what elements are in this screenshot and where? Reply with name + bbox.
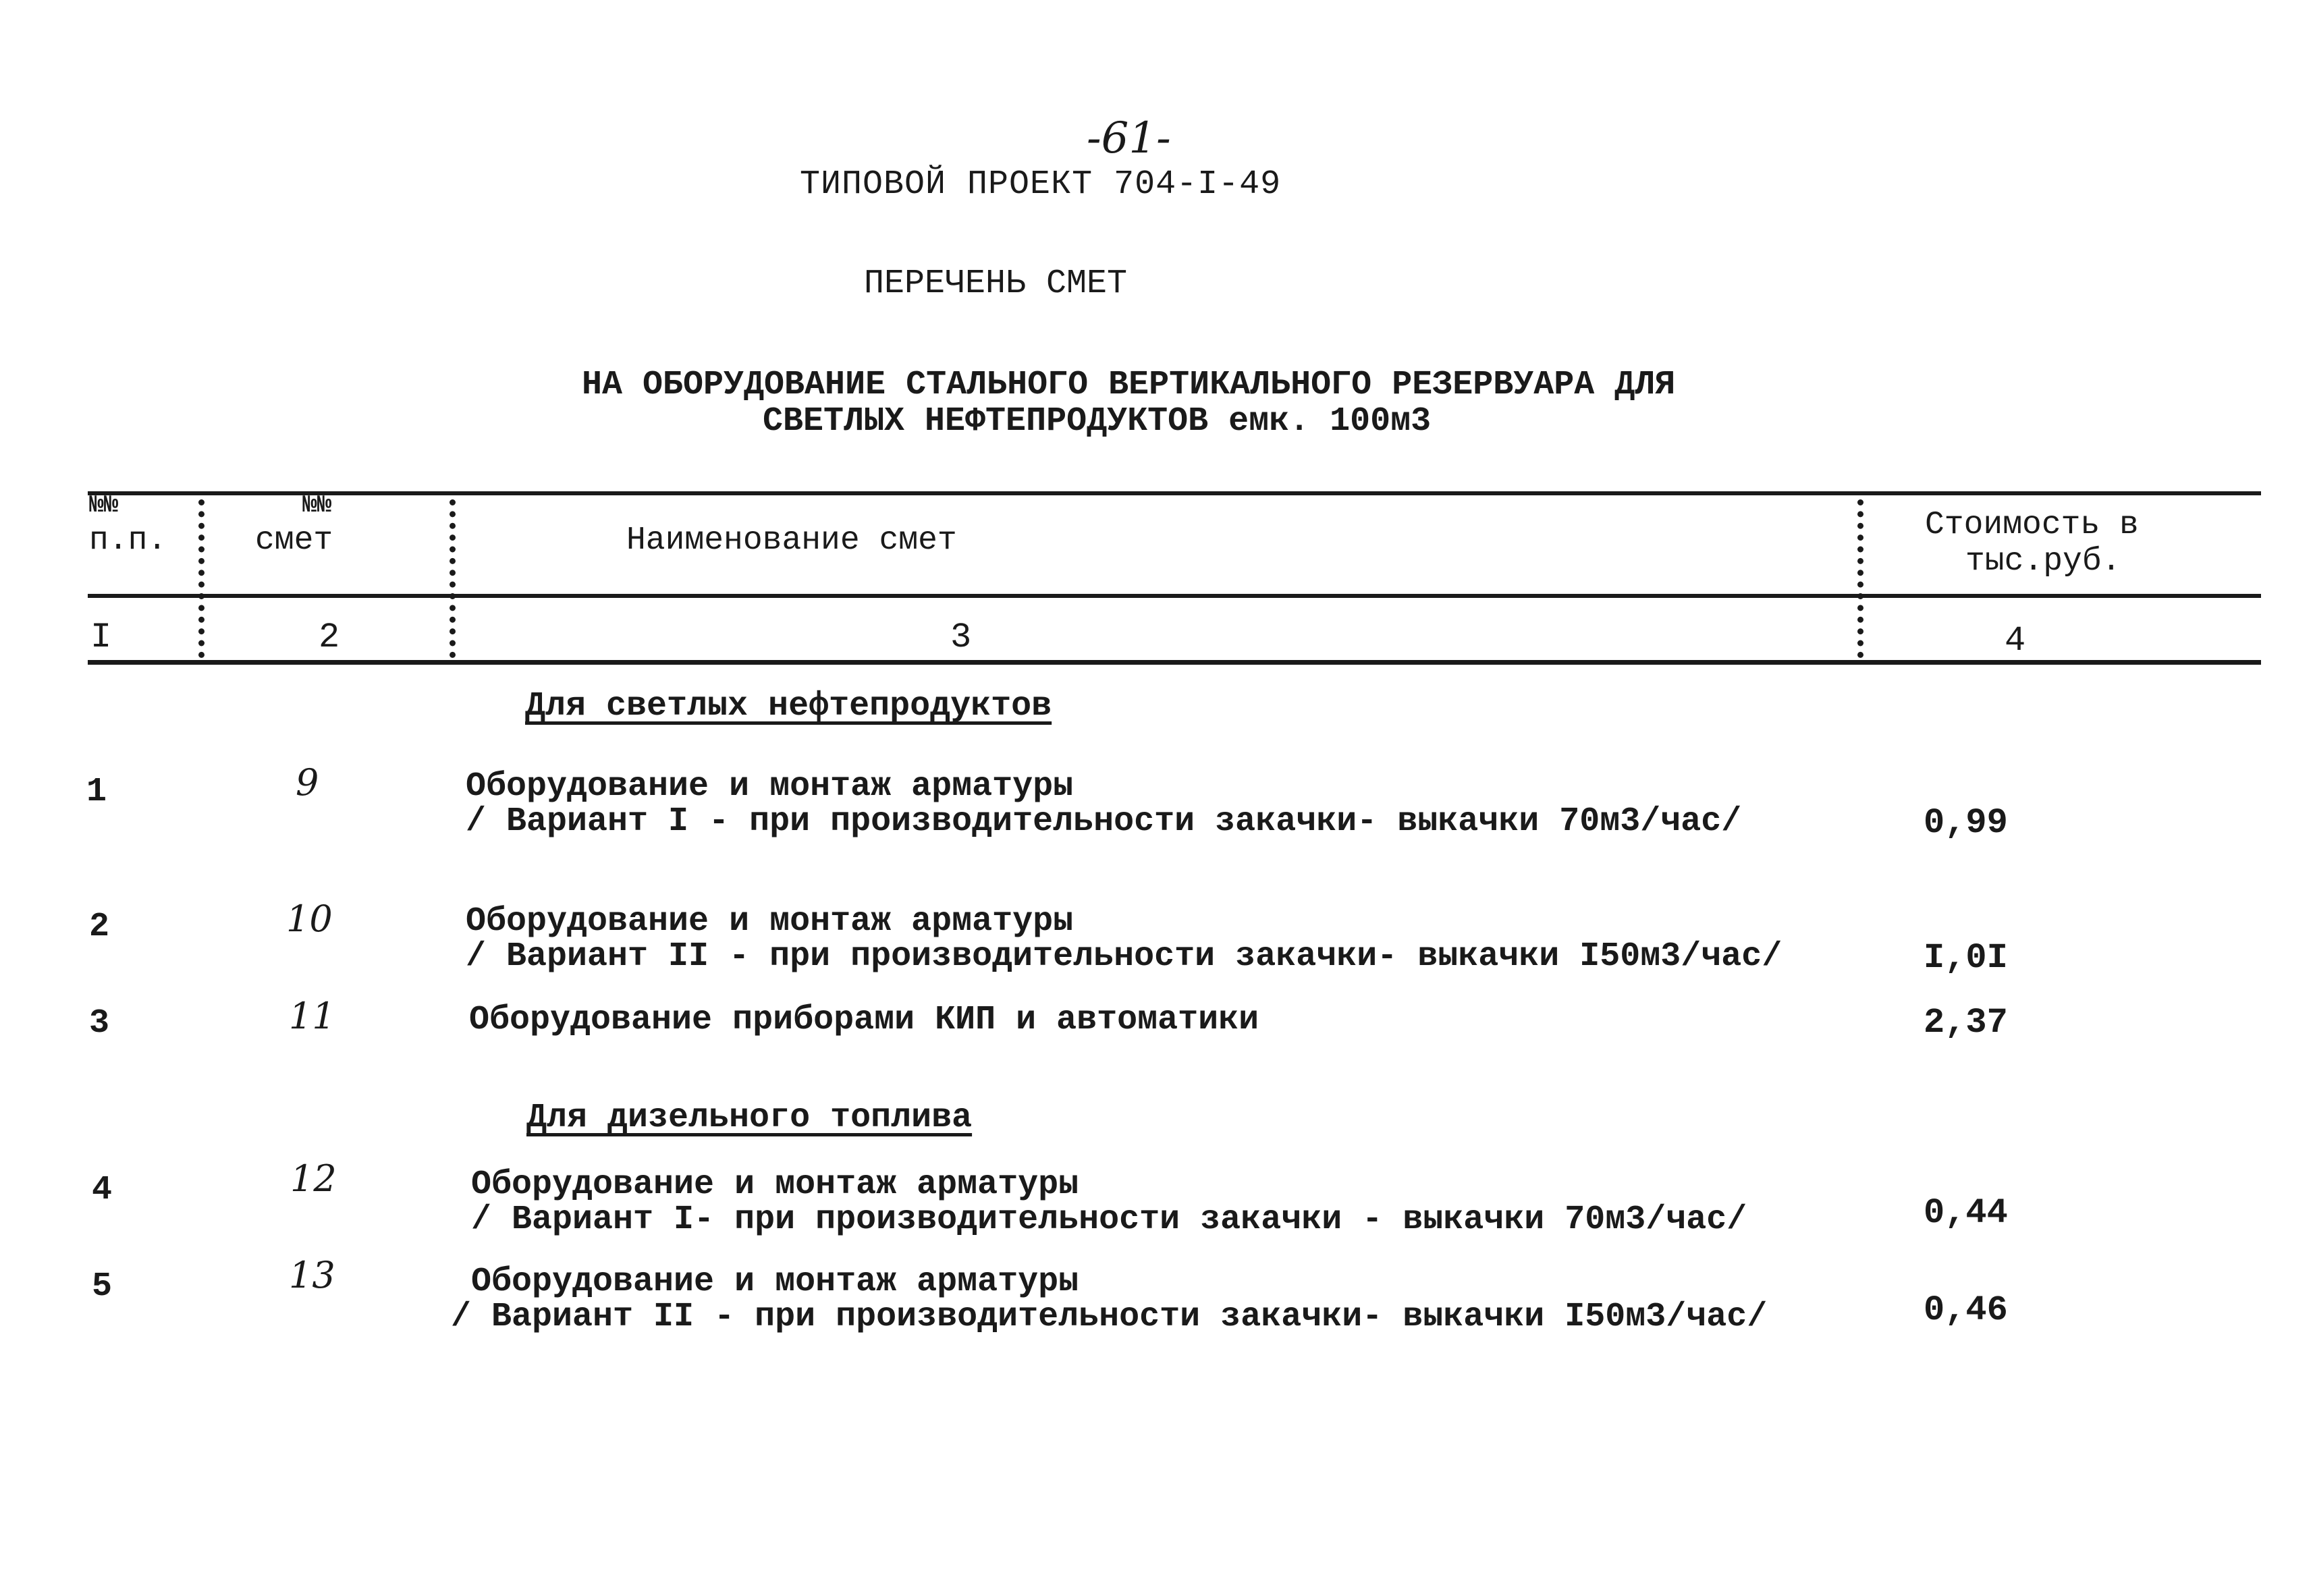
header-separator-rule [88, 594, 2261, 598]
row-description-line-1: Оборудование и монтаж арматуры [471, 1263, 1079, 1301]
col2-number: 2 [319, 617, 340, 657]
col3-number: 3 [950, 617, 972, 657]
estimate-number: 9 [296, 761, 319, 804]
col4-header-line-2: тыс.руб. [1965, 543, 2121, 580]
estimate-number: 12 [290, 1157, 337, 1200]
section-title-light-products: Для светлых нефтепродуктов [525, 687, 1052, 725]
section-title-diesel-fuel: Для дизельного топлива [526, 1099, 973, 1137]
col4-header-line-1: Стоимость в [1925, 507, 2139, 543]
page-number: -61- [1087, 113, 1171, 163]
row-number: 1 [86, 773, 107, 811]
col2-header-label: смет [255, 522, 333, 559]
subtitle-line-1: НА ОБОРУДОВАНИЕ СТАЛЬНОГО ВЕРТИКАЛЬНОГО РЕЗЕРВУАРА ДЛЯ [582, 366, 1676, 404]
row-description-line-2: / Вариант I- при производительности закачки - выкачки 70м3/час/ [471, 1201, 1747, 1239]
row-description-line-2: / Вариант II - при производительности закачки- выкачки I50м3/час/ [466, 937, 1783, 976]
col1-header-top: №№ [89, 491, 119, 519]
estimate-number: 13 [289, 1254, 335, 1296]
column-separator-2 [450, 499, 456, 658]
row-description-line-1: Оборудование и монтаж арматуры [466, 767, 1074, 806]
row-description-line-1: Оборудование и монтаж арматуры [466, 902, 1074, 941]
row-number: 3 [89, 1004, 110, 1043]
row-cost: I,0I [1924, 938, 2008, 978]
row-description-line-2: / Вариант I - при производительности закачки- выкачки 70м3/час/ [466, 802, 1742, 841]
row-cost: 0,46 [1924, 1290, 2008, 1330]
column-separator-3 [1857, 499, 1863, 658]
row-cost: 0,44 [1924, 1193, 2008, 1233]
column-numbers-rule [88, 660, 2261, 665]
row-number: 4 [92, 1171, 113, 1209]
col2-header-top: №№ [302, 491, 332, 519]
row-number: 5 [92, 1267, 113, 1306]
row-cost: 2,37 [1924, 1003, 2008, 1043]
estimate-number: 10 [286, 898, 333, 940]
row-description-line-2: / Вариант II - при производительности закачки- выкачки I50м3/час/ [451, 1298, 1768, 1336]
col1-header-label: п.п. [89, 522, 167, 559]
col1-number: I [90, 617, 112, 657]
estimate-number: 11 [289, 995, 335, 1037]
col3-header-label: Наименование смет [626, 522, 957, 559]
subtitle-line-2: СВЕТЛЫХ НЕФТЕПРОДУКТОВ емк. 100м3 [763, 402, 1432, 441]
row-description-line-1: Оборудование приборами КИП и автоматики [469, 1001, 1259, 1039]
document-title: ПЕРЕЧЕНЬ СМЕТ [864, 265, 1128, 303]
row-number: 2 [89, 908, 110, 946]
row-cost: 0,99 [1924, 803, 2008, 843]
col4-number: 4 [2005, 621, 2026, 661]
table-top-rule [88, 491, 2261, 495]
project-title: ТИПОВОЙ ПРОЕКТ 704-I-49 [800, 165, 1282, 204]
column-separator-1 [198, 499, 205, 658]
row-description-line-1: Оборудование и монтаж арматуры [471, 1165, 1079, 1204]
